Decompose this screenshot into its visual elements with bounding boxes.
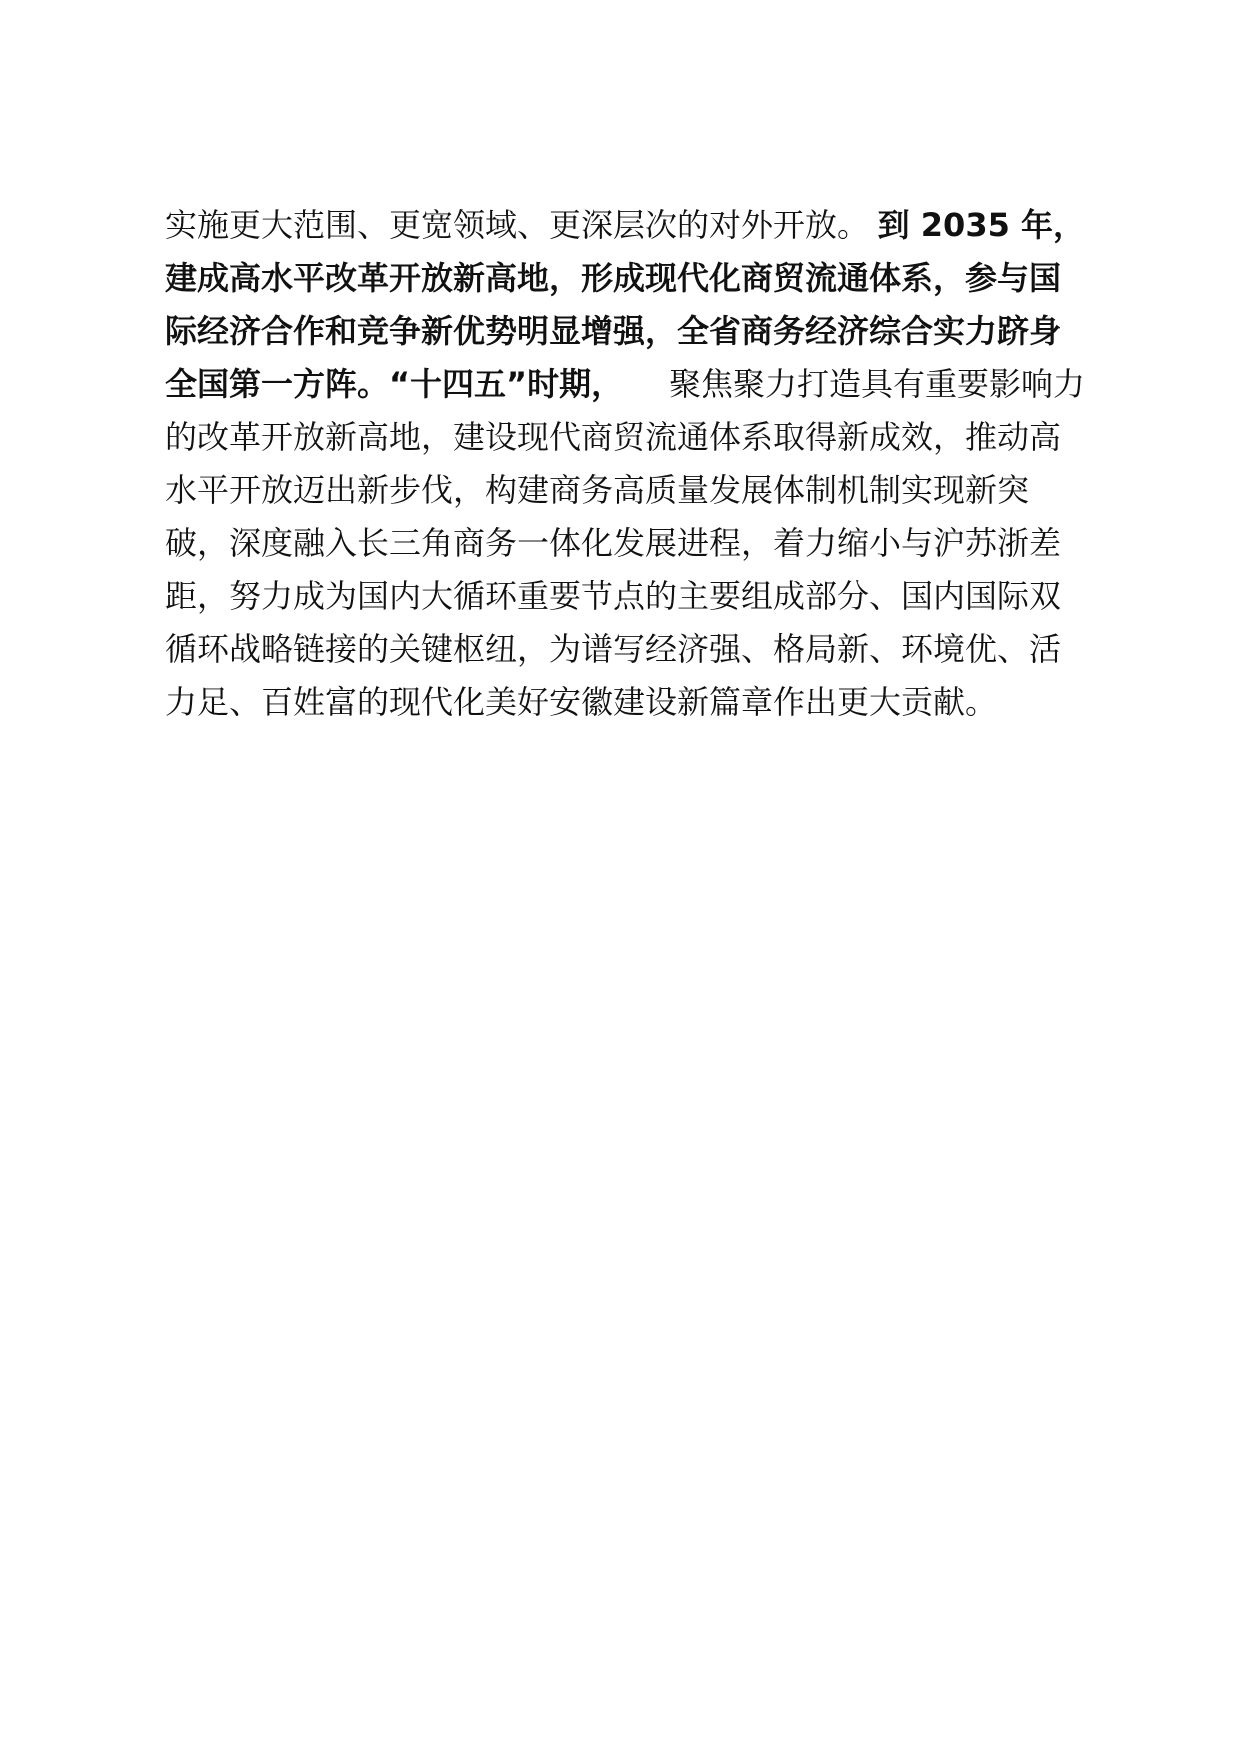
text-normal: 实施更大范围、更宽领域、更深层次的对外开放。 [165, 206, 870, 244]
text-normal: 聚焦聚力打造具有重要影响力 [668, 365, 1085, 403]
text-normal: 的改革开放新高地，建设现代商贸流通体系取得新成效，推动高 [165, 418, 1062, 456]
text-bold: 全国第一方阵。“十四五”时期， [165, 365, 624, 403]
text-bold: 际经济合作和竞争新优势明显增强，全省商务经济综合实力跻身 [165, 312, 1062, 350]
text-bold: 建成高水平改革开放新高地，形成现代化商贸流通体系，参与国 [165, 259, 1062, 297]
text-line-7 [165, 515, 1085, 567]
text-line-4 [165, 356, 1085, 408]
text-normal: 距，努力成为国内大循环重要节点的主要组成部分、国内国际双 [165, 577, 1062, 615]
text-normal: 破，深度融入长三角商务一体化发展进程，着力缩小与沪苏浙差 [165, 524, 1062, 562]
text-bold: 到 2035 年， [877, 206, 1085, 244]
text-line-2 [165, 250, 1085, 302]
text-normal: 水平开放迈出新步伐，构建商务高质量发展体制机制实现新突 [165, 471, 1030, 509]
text-line-10 [165, 674, 1085, 726]
body-paragraph [165, 197, 1085, 727]
text-line-1 [165, 197, 1085, 249]
text-normal: 力足、百姓富的现代化美好安徽建设新篇章作出更大贡献。 [165, 683, 998, 721]
text-line-9 [165, 621, 1085, 673]
text-line-6 [165, 462, 1085, 514]
text-line-3 [165, 303, 1085, 355]
text-line-5 [165, 409, 1085, 461]
text-normal: 循环战略链接的关键枢纽，为谱写经济强、格局新、环境优、活 [165, 630, 1062, 668]
text-line-8 [165, 568, 1085, 620]
